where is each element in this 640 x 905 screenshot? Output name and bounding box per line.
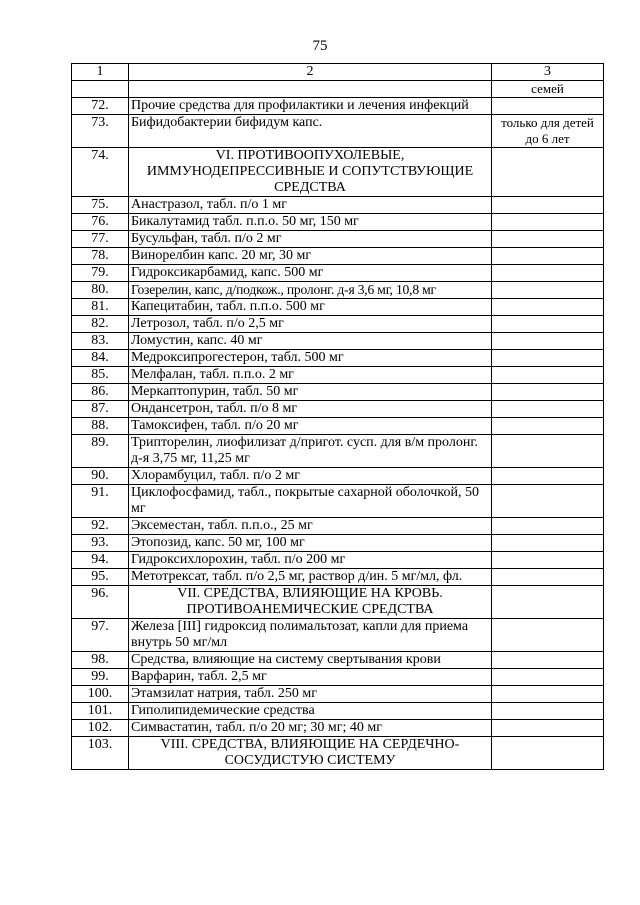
row-number: 85. — [72, 367, 129, 384]
row-note — [492, 569, 604, 586]
row-number: 86. — [72, 384, 129, 401]
subheader-col-1 — [72, 81, 129, 98]
table-row — [72, 485, 604, 518]
table-row — [72, 518, 604, 535]
row-note — [492, 619, 604, 652]
row-note — [492, 737, 604, 770]
drug-name: Трипторелин, лиофилизат д/пригот. сусп. для в/м пролонг. д-я 3,75 мг, 11,25 мг — [129, 435, 492, 468]
row-number: 91. — [72, 485, 129, 518]
row-number: 77. — [72, 231, 129, 248]
table-row — [72, 435, 604, 468]
table-row — [72, 214, 604, 231]
drug-name: Тамоксифен, табл. п/о 20 мг — [129, 418, 492, 435]
row-note — [492, 333, 604, 350]
row-note — [492, 98, 604, 115]
table-row — [72, 384, 604, 401]
row-number: 76. — [72, 214, 129, 231]
row-number: 82. — [72, 316, 129, 333]
row-number: 96. — [72, 586, 129, 619]
row-note — [492, 468, 604, 485]
row-note — [492, 720, 604, 737]
table-row — [72, 720, 604, 737]
table-row — [72, 669, 604, 686]
row-number: 89. — [72, 435, 129, 468]
row-number: 90. — [72, 468, 129, 485]
row-number: 87. — [72, 401, 129, 418]
drug-name: Мелфалан, табл. п.п.о. 2 мг — [129, 367, 492, 384]
table-row — [72, 282, 604, 299]
row-note — [492, 214, 604, 231]
table-row — [72, 619, 604, 652]
row-number: 72. — [72, 98, 129, 115]
subheader-col-3: семей — [492, 81, 604, 98]
row-note — [492, 686, 604, 703]
subheader-col-2 — [129, 81, 492, 98]
row-number: 99. — [72, 669, 129, 686]
row-note — [492, 586, 604, 619]
drug-name: Гидроксихлорохин, табл. п/о 200 мг — [129, 552, 492, 569]
section-row — [72, 737, 604, 770]
drug-name: Анастразол, табл. п/о 1 мг — [129, 197, 492, 214]
row-note — [492, 350, 604, 367]
table-row — [72, 316, 604, 333]
row-number: 95. — [72, 569, 129, 586]
row-number: 74. — [72, 148, 129, 197]
drug-name: Этамзилат натрия, табл. 250 мг — [129, 686, 492, 703]
header-col-2: 2 — [129, 64, 492, 81]
row-number: 97. — [72, 619, 129, 652]
row-note — [492, 197, 604, 214]
table-row — [72, 367, 604, 384]
drug-name: Этопозид, капс. 50 мг, 100 мг — [129, 535, 492, 552]
row-number: 75. — [72, 197, 129, 214]
row-note — [492, 282, 604, 299]
table-row — [72, 333, 604, 350]
table-row — [72, 350, 604, 367]
drug-name: Гиполипидемические средства — [129, 703, 492, 720]
table-row — [72, 703, 604, 720]
row-number: 92. — [72, 518, 129, 535]
row-note — [492, 299, 604, 316]
table-row — [72, 98, 604, 115]
row-note — [492, 316, 604, 333]
row-note: только для детей до 6 лет — [492, 115, 604, 148]
row-note — [492, 384, 604, 401]
section-title: VI. ПРОТИВООПУХОЛЕВЫЕ, ИММУНОДЕПРЕССИВНЫЕ И СОПУТСТВУЮЩИЕ СРЕДСТВА — [129, 148, 492, 197]
drug-name: Медроксипрогестерон, табл. 500 мг — [129, 350, 492, 367]
drug-name: Ондансетрон, табл. п/о 8 мг — [129, 401, 492, 418]
row-note — [492, 248, 604, 265]
row-number: 101. — [72, 703, 129, 720]
section-title: VII. СРЕДСТВА, ВЛИЯЮЩИЕ НА КРОВЬ. ПРОТИВОАНЕМИЧЕСКИЕ СРЕДСТВА — [129, 586, 492, 619]
row-note — [492, 418, 604, 435]
row-number: 103. — [72, 737, 129, 770]
table-row — [72, 299, 604, 316]
drug-name: Симвастатин, табл. п/о 20 мг; 30 мг; 40 мг — [129, 720, 492, 737]
drug-name: Винорелбин капс. 20 мг, 30 мг — [129, 248, 492, 265]
row-number: 100. — [72, 686, 129, 703]
section-row — [72, 148, 604, 197]
row-number: 73. — [72, 115, 129, 148]
table-row — [72, 418, 604, 435]
drug-name: Бифидобактерии бифидум капс. — [129, 115, 492, 148]
row-number: 81. — [72, 299, 129, 316]
table-row — [72, 686, 604, 703]
table-row — [72, 115, 604, 148]
row-note — [492, 231, 604, 248]
drug-name: Бусульфан, табл. п/о 2 мг — [129, 231, 492, 248]
drug-name: Летрозол, табл. п/о 2,5 мг — [129, 316, 492, 333]
drug-name: Гозерелин, капс, д/подкож., пролонг. д-я 3,6 мг, 10,8 мг — [129, 282, 492, 299]
table-row — [72, 468, 604, 485]
drug-name: Капецитабин, табл. п.п.о. 500 мг — [129, 299, 492, 316]
row-note — [492, 148, 604, 197]
table-body — [72, 64, 604, 770]
drug-name: Железа [III] гидроксид полимальтозат, капли для приема внутрь 50 мг/мл — [129, 619, 492, 652]
row-number: 88. — [72, 418, 129, 435]
table-row — [72, 552, 604, 569]
drug-list-table — [71, 63, 604, 770]
drug-name: Меркаптопурин, табл. 50 мг — [129, 384, 492, 401]
section-title: VIII. СРЕДСТВА, ВЛИЯЮЩИЕ НА СЕРДЕЧНО-СОСУДИСТУЮ СИСТЕМУ — [129, 737, 492, 770]
drug-name: Циклофосфамид, табл., покрытые сахарной оболочкой, 50 мг — [129, 485, 492, 518]
row-number: 79. — [72, 265, 129, 282]
table-row — [72, 231, 604, 248]
row-note — [492, 703, 604, 720]
drug-name: Варфарин, табл. 2,5 мг — [129, 669, 492, 686]
row-note — [492, 485, 604, 518]
row-note — [492, 518, 604, 535]
row-number: 98. — [72, 652, 129, 669]
subheader-row — [72, 81, 604, 98]
table-row — [72, 535, 604, 552]
row-number: 84. — [72, 350, 129, 367]
row-number: 78. — [72, 248, 129, 265]
table-row — [72, 401, 604, 418]
table-row — [72, 197, 604, 214]
page-number: 75 — [312, 38, 328, 54]
table-row — [72, 569, 604, 586]
drug-name: Хлорамбуцил, табл. п/о 2 мг — [129, 468, 492, 485]
row-number: 94. — [72, 552, 129, 569]
row-note — [492, 367, 604, 384]
row-number: 102. — [72, 720, 129, 737]
row-note — [492, 401, 604, 418]
table-row — [72, 652, 604, 669]
drug-name: Прочие средства для профилактики и лечения инфекций — [129, 98, 492, 115]
table-row — [72, 248, 604, 265]
row-note — [492, 552, 604, 569]
drug-name: Метотрексат, табл. п/о 2,5 мг, раствор д/ин. 5 мг/мл, фл. — [129, 569, 492, 586]
header-col-1: 1 — [72, 64, 129, 81]
header-row — [72, 64, 604, 81]
drug-name: Гидроксикарбамид, капс. 500 мг — [129, 265, 492, 282]
drug-name: Эксеместан, табл. п.п.о., 25 мг — [129, 518, 492, 535]
table-row — [72, 265, 604, 282]
row-number: 93. — [72, 535, 129, 552]
drug-name: Бикалутамид табл. п.п.о. 50 мг, 150 мг — [129, 214, 492, 231]
drug-name: Ломустин, капс. 40 мг — [129, 333, 492, 350]
row-note — [492, 652, 604, 669]
row-number: 80. — [72, 282, 129, 299]
section-row — [72, 586, 604, 619]
row-number: 83. — [72, 333, 129, 350]
row-note — [492, 669, 604, 686]
row-note — [492, 265, 604, 282]
header-col-3: 3 — [492, 64, 604, 81]
drug-name: Средства, влияющие на систему свертывания крови — [129, 652, 492, 669]
row-note — [492, 435, 604, 468]
row-note — [492, 535, 604, 552]
